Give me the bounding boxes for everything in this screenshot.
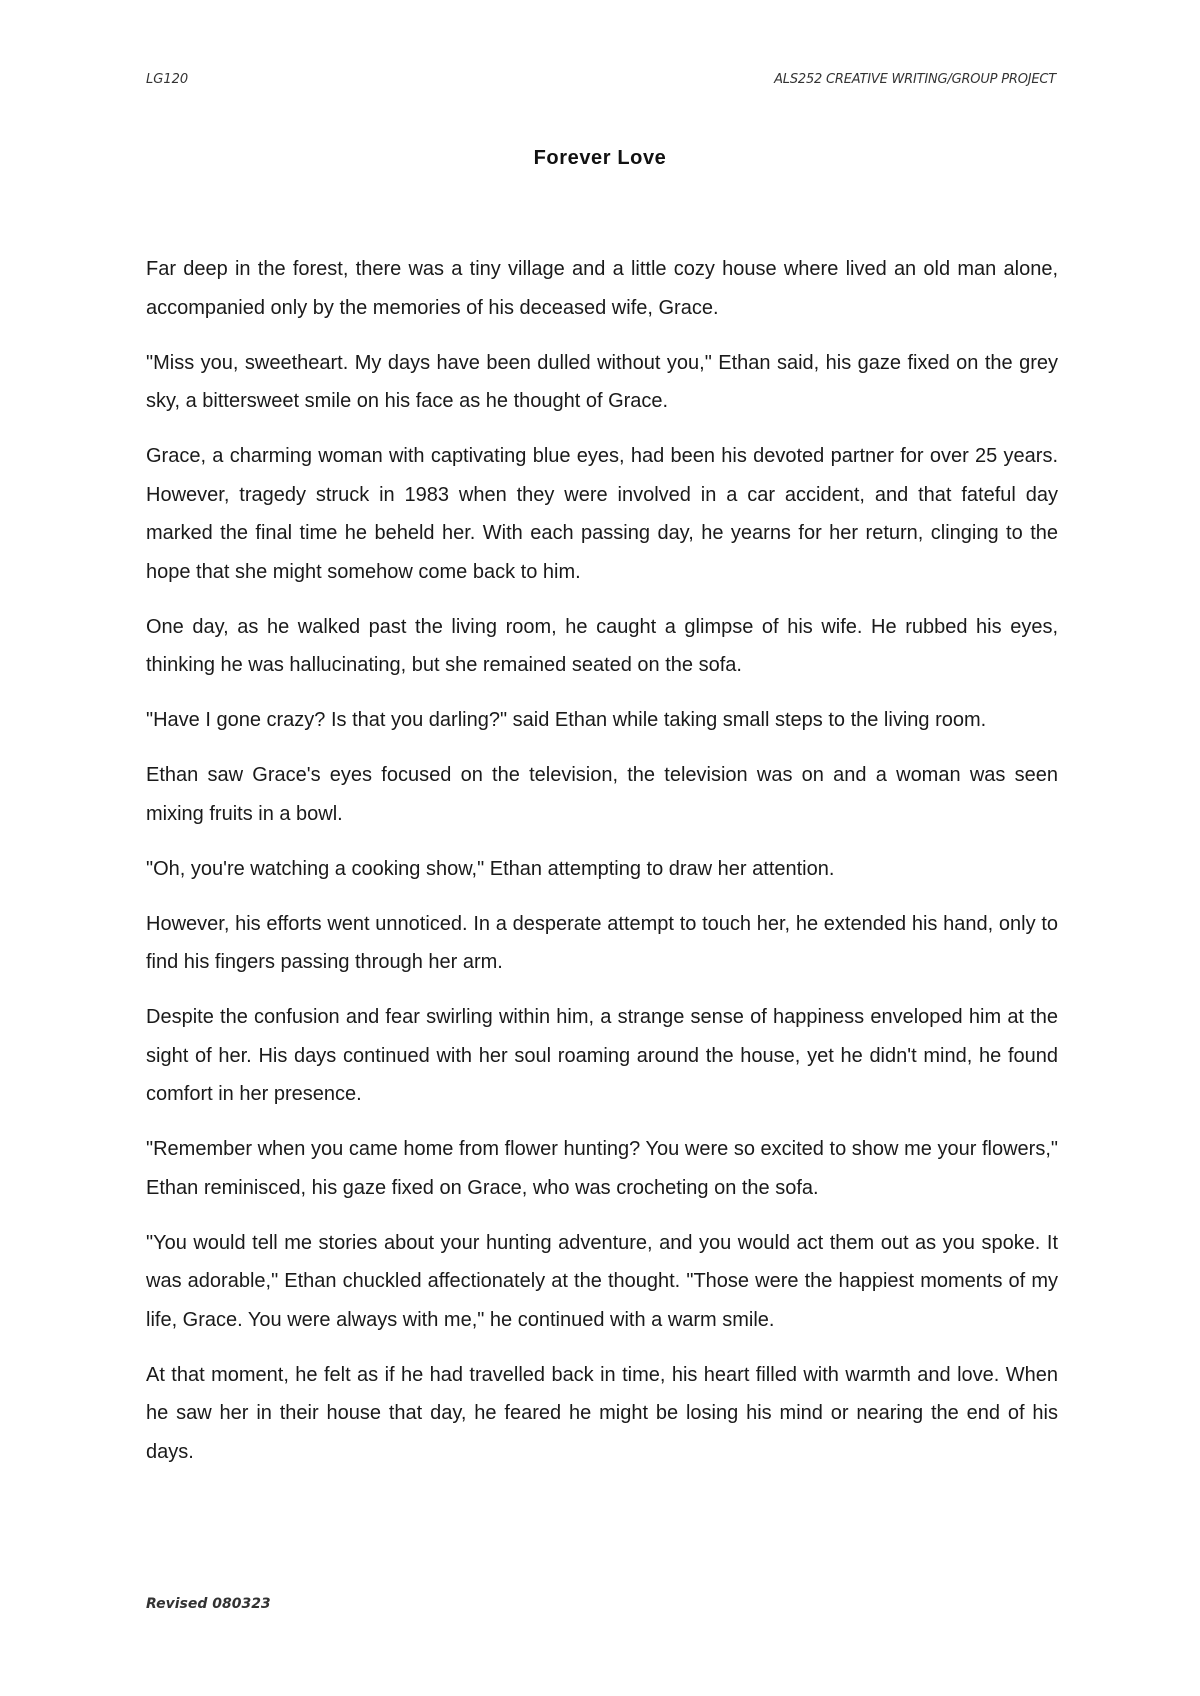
paragraph: One day, as he walked past the living room, he caught a glimpse of his wife. He rubbed his eyes, thinking he was hallucinating, but she remained seated on the sofa. bbox=[146, 615, 1058, 676]
story-body bbox=[146, 250, 1058, 1488]
paragraph: "Oh, you're watching a cooking show," Ethan attempting to draw her attention. bbox=[146, 857, 835, 880]
header-course-code: LG120 bbox=[146, 72, 189, 87]
story-title: Forever Love bbox=[533, 147, 667, 169]
paragraph: "Remember when you came home from flower hunting? You were so excited to show me your flowers," Ethan reminisced, his gaze fixed on Grace, who was crocheting on the sofa. bbox=[146, 1138, 1058, 1199]
paragraph: Far deep in the forest, there was a tiny village and a little cozy house where lived an old man alone, accompanied only by the memories of his deceased wife, Grace. bbox=[146, 258, 1058, 319]
paragraph: "Miss you, sweetheart. My days have been dulled without you," Ethan said, his gaze fixed on the grey sky, a bittersweet smile on his face as he thought of Grace. bbox=[146, 351, 1058, 412]
paragraph: Despite the confusion and fear swirling within him, a strange sense of happiness enveloped him at the sight of her. His days continued with her soul roaming around the house, yet he didn't mind, he found comfort in her presence. bbox=[146, 1006, 1058, 1105]
paragraph: "Have I gone crazy? Is that you darling?" said Ethan while taking small steps to the living room. bbox=[146, 709, 987, 731]
paragraph: Ethan saw Grace's eyes focused on the television, the television was on and a woman was seen mixing fruits in a bowl. bbox=[146, 764, 1058, 825]
paragraph: However, his efforts went unnoticed. In a desperate attempt to touch her, he extended his hand, only to find his fingers passing through her arm. bbox=[146, 912, 1058, 973]
paragraph: At that moment, he felt as if he had travelled back in time, his heart filled with warmth and love. When he saw her in their house that day, he feared he might be losing his mind or nearing the end of his days. bbox=[146, 1363, 1058, 1463]
footer-revision: Revised 080323 bbox=[146, 1596, 271, 1612]
header-course-title: ALS252 CREATIVE WRITING/GROUP PROJECT bbox=[774, 72, 1056, 87]
paragraph: "You would tell me stories about your hunting adventure, and you would act them out as you spoke. It was adorable," Ethan chuckled affectionately at the thought. "Those were the happiest moments of my life, Grace. You were always with me," he continued with a warm smile. bbox=[146, 1231, 1058, 1331]
paragraph: Grace, a charming woman with captivating blue eyes, had been his devoted partner for over 25 years. However, tragedy struck in 1983 when they were involved in a car accident, and that fateful day marked the final time he beheld her. With each passing day, he yearns for her return, clinging to the hope that she might somehow come back to him. bbox=[146, 445, 1058, 583]
